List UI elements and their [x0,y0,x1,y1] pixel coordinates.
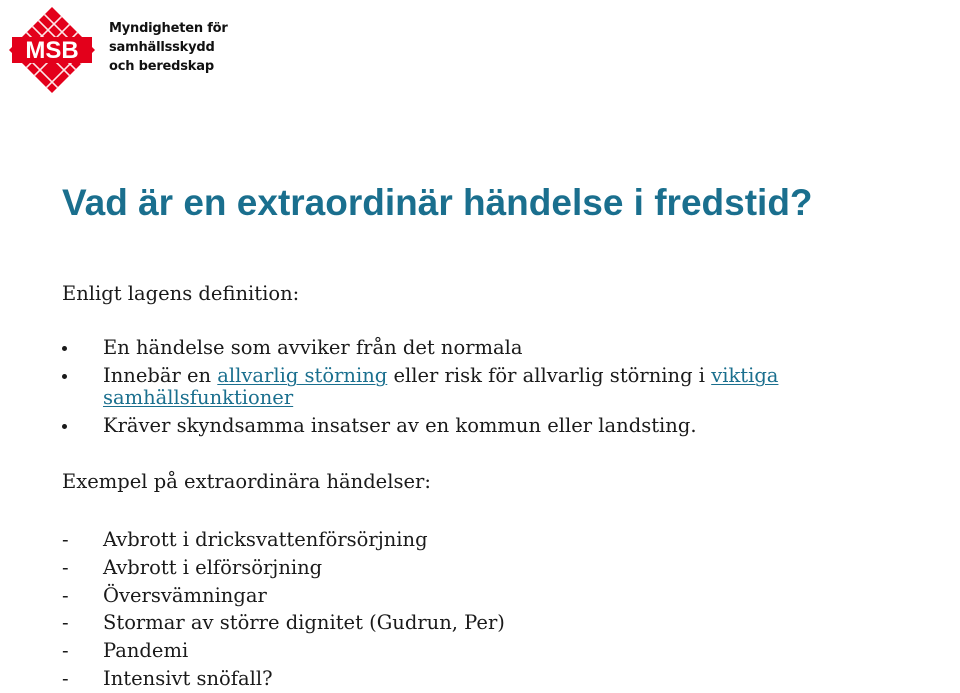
list-item [62,415,942,437]
example-text: Översvämningar [103,583,267,607]
agency-name-line-1: Myndigheten för [109,21,228,36]
list-item [62,637,942,665]
definition-intro: Enligt lagens definition: [62,282,300,305]
list-item-text: En händelse som avviker från det normala [103,336,523,359]
msb-logo-text: MSB [25,37,79,64]
bullet-icon [62,424,67,429]
bullet-icon [62,374,67,379]
example-text: Avbrott i elförsörjning [103,555,323,579]
agency-name-line-2: samhällsskydd [109,40,215,55]
link-allvarlig-storning[interactable]: allvarlig störning [217,364,388,387]
list-item [62,554,942,582]
msb-logo-mark [6,4,98,96]
example-text: Intensivt snöfall? [103,666,273,690]
bullet-icon [62,346,67,351]
dash-marker: - [62,666,69,690]
dash-marker: - [62,639,69,663]
definition-list [62,337,942,443]
list-item [62,365,942,409]
list-item [62,582,942,610]
msb-logo [6,4,246,96]
list-item [62,609,942,637]
dash-marker: - [62,611,69,635]
list-item [62,337,942,359]
dash-marker: - [62,583,69,607]
dash-marker: - [62,528,69,551]
agency-name-line-3: och beredskap [109,59,214,74]
page-title: Vad är en extraordinär händelse i fredstid? [62,182,813,223]
examples-list [62,526,942,693]
link-viktiga-samhallsfunktioner[interactable]: viktiga samhällsfunktioner [103,364,779,409]
examples-heading: Exempel på extraordinära händelser: [62,470,431,493]
agency-name [109,19,228,76]
dash-marker: - [62,555,69,579]
list-item-text-prefix: Innebär en [103,364,218,387]
list-item-text: Kräver skyndsamma insatser av en kommun eller landsting. [103,414,697,437]
list-item [62,526,942,554]
example-text: Avbrott i dricksvattenförsörjning [103,528,428,551]
example-text: Stormar av större dignitet (Gudrun, Per) [103,611,505,635]
list-item-text-middle: eller risk för allvarlig störning i [387,364,712,387]
example-text: Pandemi [103,639,189,663]
